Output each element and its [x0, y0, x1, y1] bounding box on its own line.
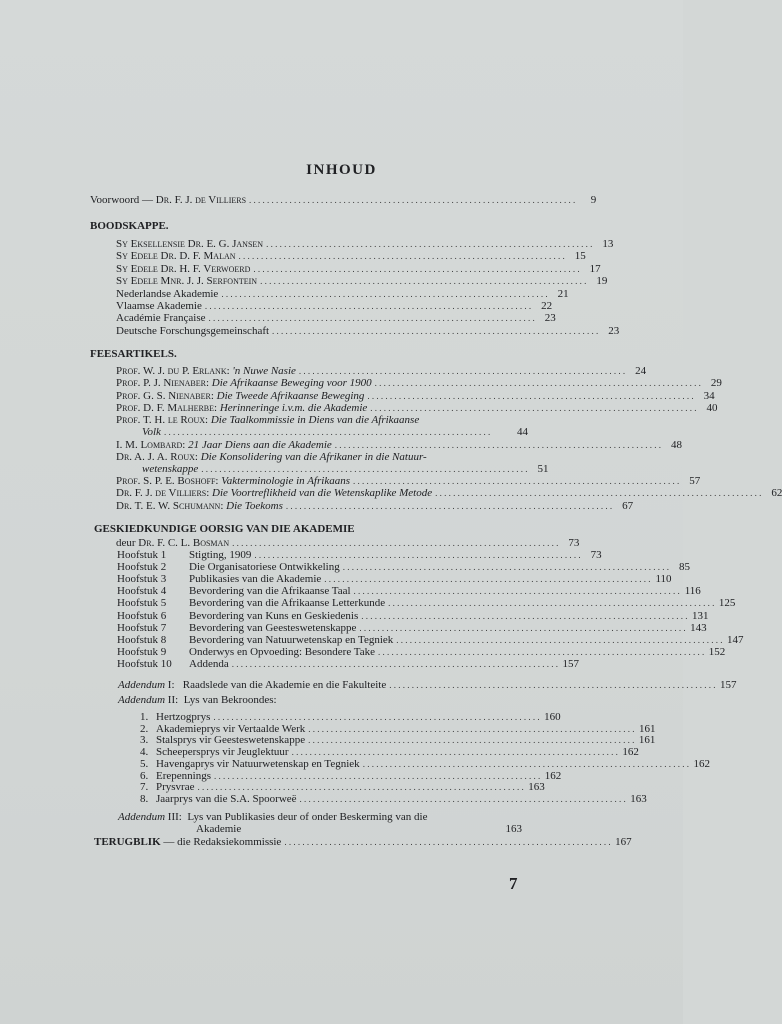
feesartikel-item	[116, 365, 647, 377]
page-number: 40	[706, 401, 718, 414]
entry-text	[116, 451, 427, 463]
entry-text	[116, 500, 283, 512]
toc-entry-addendum-3-cont	[196, 823, 522, 835]
chapter-title: Onderwys en Opvoeding: Besondere Take	[189, 645, 375, 658]
entry-text	[140, 711, 210, 723]
entry-text	[117, 634, 393, 646]
article-title: Herinneringe i.v.m. die Akademie	[219, 401, 368, 414]
dot-leader	[266, 238, 592, 250]
chapter-number: Hoofstuk 7	[117, 621, 167, 634]
dot-leader	[435, 487, 761, 499]
entry-text: Sy Edele Mnr. J. J. Serfontein	[116, 275, 258, 288]
dot-leader	[213, 711, 539, 723]
page-number: 152	[708, 645, 726, 658]
chapter-number: Hoofstuk 10	[117, 657, 172, 670]
toc-entry-addendum-1	[118, 679, 737, 691]
dot-leader	[359, 622, 685, 634]
dot-leader	[363, 758, 689, 770]
page-number: 163	[528, 781, 545, 794]
chapter-title: Bevordering van die Afrikaanse Taal	[189, 585, 351, 598]
boodskap-item	[116, 262, 601, 275]
page-number: 116	[684, 585, 701, 598]
chapter-item	[117, 645, 726, 658]
addendum-label: Addendum	[118, 679, 166, 691]
dot-leader	[367, 390, 693, 402]
chapter-item	[117, 573, 672, 586]
addendum-title: Lys van Publikasies deur of onder Beskerming van die	[187, 811, 428, 823]
section-heading-feesartikels: FEESARTIKELS.	[90, 348, 177, 360]
dot-leader	[221, 288, 547, 300]
page-number: 17	[589, 262, 601, 275]
feesartikel-item	[116, 377, 722, 390]
addendum-title: Lys van Bekroondes:	[183, 694, 277, 706]
article-title: Die Tweede Afrikaanse Beweging	[216, 389, 365, 402]
dot-leader	[260, 275, 586, 287]
feesartikel-item-cont	[142, 462, 549, 475]
chapter-title: Bevordering van Kuns en Geskiedenis	[189, 609, 359, 622]
dot-leader	[253, 263, 579, 275]
page-number: 157	[719, 679, 737, 691]
article-title-cont: wetenskappe	[142, 462, 199, 475]
feesartikel-item	[116, 389, 715, 402]
page-number: 19	[596, 275, 608, 288]
prize-number: 4.	[140, 746, 149, 759]
entry-text	[116, 402, 367, 414]
chapter-number: Hoofstuk 2	[117, 561, 167, 574]
page-number: 157	[562, 657, 579, 670]
dot-leader	[354, 585, 680, 597]
page-title: INHOUD	[306, 162, 377, 178]
feesartikel-item	[116, 414, 498, 426]
article-title: Die Konsolidering van die Afrikaner in die Natuur-	[200, 450, 427, 463]
dot-leader	[308, 723, 634, 735]
prize-item	[140, 746, 639, 759]
article-title: Vakterminologie in Afrikaans	[221, 475, 350, 488]
boodskap-item	[116, 238, 614, 250]
section-heading-geskiedkundige: GESKIEDKUNDIGE OORSIG VAN DIE AKADEMIE	[94, 523, 355, 535]
dot-leader	[378, 646, 704, 658]
entry-text	[140, 758, 360, 770]
article-title: Die Taalkommissie in Diens van die Afrikaanse	[210, 414, 420, 427]
page-number: 167	[615, 836, 632, 848]
prize-title: Scheepersprys vir Jeuglektuur	[156, 746, 289, 759]
prize-number: 2.	[140, 722, 149, 735]
article-author: Prof. T. H. le Roux:	[116, 414, 209, 427]
chapter-item	[117, 585, 701, 598]
page-number: 29	[710, 377, 722, 390]
article-author: Prof. D. F. Malherbe:	[116, 401, 218, 414]
entry-text	[116, 487, 432, 499]
addendum-label: Addendum	[118, 694, 166, 706]
prize-item	[140, 757, 710, 770]
prize-title: Stalsprys vir Geesteswetenskappe	[156, 734, 306, 747]
page-number: 15	[574, 250, 586, 263]
toc-entry-terugblik	[94, 836, 632, 848]
prize-number: 8.	[140, 792, 149, 805]
dot-leader	[292, 746, 618, 758]
chapter-number: Hoofstuk 4	[117, 585, 167, 598]
prize-number: 7.	[140, 781, 149, 794]
prize-title: Hertzogprys	[156, 711, 211, 723]
article-author: Prof. S. P. E. Boshoff:	[116, 475, 219, 488]
entry-text	[117, 658, 229, 670]
article-title: 'n Nuwe Nasie	[232, 365, 296, 377]
article-author: I. M. Lombard:	[116, 438, 186, 451]
entry-text	[117, 585, 351, 597]
page-number: 23	[544, 312, 556, 325]
dot-leader	[396, 634, 722, 646]
feesartikel-item	[116, 475, 701, 488]
boodskap-item	[116, 324, 620, 337]
entry-text	[140, 781, 195, 793]
toc-entry-foreword	[90, 194, 597, 206]
toc-entry-addendum-3	[118, 811, 427, 823]
chapter-title: Bevordering van Natuurwetenskap en Tegniek	[189, 633, 394, 646]
page-number: 48	[671, 438, 683, 451]
entry-text	[140, 723, 305, 735]
chapter-title: Addenda	[189, 657, 229, 670]
page-number: 51	[537, 462, 549, 475]
prize-item	[140, 781, 545, 794]
page-number: 85	[678, 561, 690, 574]
dot-leader	[370, 402, 696, 414]
dot-leader	[284, 836, 610, 848]
dot-leader	[254, 549, 580, 561]
entry-text	[116, 365, 296, 377]
page-number: 163	[630, 792, 647, 805]
prize-title: Jaarprys van die S.A. Spoorweë	[156, 792, 297, 805]
page-number: 125	[718, 597, 736, 610]
dot-leader	[205, 300, 531, 312]
dot-leader	[335, 439, 661, 451]
chapter-title: Publikasies van die Akademie	[189, 573, 322, 586]
prize-title: Erepennings	[156, 769, 211, 782]
article-title: Die Voortreflikheid van die Wetenskaplike Metode	[212, 487, 433, 500]
addendum-label: Addendum	[118, 811, 166, 823]
dot-leader	[232, 658, 558, 670]
page-number: 9	[590, 194, 597, 206]
chapter-title: Stigting, 1909	[189, 549, 252, 561]
terugblik-subtitle: — die Redaksiekommissie	[160, 836, 282, 848]
page-number: 22	[541, 300, 553, 312]
entry-text	[117, 573, 321, 585]
chapter-title: Die Organisatoriese Ontwikkeling	[189, 561, 340, 574]
dot-leader	[239, 250, 565, 262]
dot-leader	[299, 365, 625, 377]
entry-text	[142, 426, 161, 438]
page-number: 24	[635, 365, 647, 377]
article-author: Prof. G. S. Nienaber:	[116, 389, 214, 402]
feesartikel-item-cont	[142, 426, 528, 438]
foreword-label: Voorwoord —	[90, 194, 156, 206]
chapter-title: Bevordering van Geesteswetenskappe	[189, 621, 357, 634]
prize-title: Prysvrae	[156, 781, 195, 794]
dot-leader	[343, 561, 669, 573]
entry-text	[117, 597, 385, 609]
dot-leader	[208, 312, 534, 324]
chapter-item	[117, 657, 579, 670]
article-author: Dr. A. J. A. Roux:	[116, 450, 198, 463]
chapter-item	[117, 633, 744, 646]
entry-text	[117, 646, 375, 658]
boodskap-item	[116, 250, 586, 263]
prize-item	[140, 711, 561, 723]
entry-text	[117, 622, 356, 634]
page-number: 62	[771, 487, 782, 500]
page-number: 73	[590, 549, 602, 561]
prize-number: 5.	[140, 757, 149, 770]
page-number: 161	[638, 734, 656, 747]
page-number: 57	[689, 475, 701, 488]
chapter-title: Bevordering van die Afrikaanse Letterkunde	[189, 597, 386, 610]
feesartikel-item	[116, 401, 718, 414]
feesartikel-item	[116, 499, 634, 512]
article-author: Dr. T. E. W. Schumann:	[116, 499, 224, 512]
chapter-item	[117, 597, 736, 610]
prize-number: 6.	[140, 769, 149, 782]
entry-text	[140, 793, 297, 805]
prize-number: 1.	[140, 711, 149, 723]
chapter-number: Hoofstuk 8	[117, 633, 167, 646]
prize-item	[140, 769, 562, 782]
chapter-number: Hoofstuk 9	[117, 645, 167, 658]
page-number: 13	[602, 238, 614, 250]
boodskap-item	[116, 312, 556, 325]
page-number: 110	[655, 573, 672, 586]
page-number: 161	[639, 722, 656, 735]
dot-leader	[308, 734, 634, 746]
addendum-number: III:	[165, 811, 182, 823]
chapter-item	[117, 621, 707, 634]
foreword-author: Dr. F. J. de Villiers	[155, 194, 247, 206]
page-number: 73	[568, 537, 580, 549]
dot-leader	[164, 426, 507, 438]
dot-leader	[389, 679, 715, 691]
page-number: 44	[517, 426, 528, 439]
dot-leader	[361, 610, 687, 622]
article-title: 21 Jaar Diens aan die Akademie	[188, 438, 332, 451]
addendum-title-cont: Akademie	[196, 823, 242, 835]
feesartikel-item	[116, 438, 683, 451]
entry-text: Deutsche Forschungsgemeinschaft	[116, 324, 270, 337]
article-title: Die Toekoms	[226, 499, 283, 512]
dot-leader	[198, 781, 524, 793]
dot-leader	[249, 194, 575, 206]
chapter-item	[117, 561, 690, 574]
section-heading-terugblik: TERUGBLIK	[94, 836, 161, 848]
dot-leader	[375, 377, 701, 389]
dot-leader	[232, 537, 558, 549]
chapter-number: Hoofstuk 1	[117, 549, 167, 561]
dot-leader	[300, 793, 626, 805]
entry-text	[116, 390, 364, 402]
entry-text: Sy Edele Dr. H. F. Verwoerd	[116, 262, 251, 275]
page-number: 21	[557, 287, 569, 300]
byline-prefix: deur	[116, 537, 139, 549]
toc-entry-addendum-2	[118, 694, 277, 706]
prize-item	[140, 734, 656, 747]
boodskap-item	[116, 275, 608, 288]
dot-leader	[201, 463, 527, 475]
entry-text	[117, 561, 340, 573]
entry-text	[140, 770, 211, 782]
chapter-item	[117, 609, 709, 622]
entry-text	[117, 610, 358, 622]
entry-text	[142, 463, 198, 475]
dot-leader	[272, 325, 598, 337]
page-number: 131	[692, 609, 709, 622]
article-author: Prof. W. J. du P. Erlank:	[116, 365, 230, 377]
chapter-number: Hoofstuk 5	[117, 597, 167, 610]
article-author: Prof. P. J. Nienaber:	[116, 377, 210, 390]
toc-entry-byline	[116, 537, 580, 549]
entry-text	[140, 746, 289, 758]
page-number: 162	[544, 769, 562, 782]
addendum-number: I:	[165, 679, 175, 691]
page-number: 162	[693, 757, 710, 770]
entry-text: Sy Eksellensie Dr. E. G. Jansen	[116, 238, 264, 250]
entry-text	[116, 414, 419, 426]
section-heading-boodskappe: BOODSKAPPE.	[90, 220, 169, 232]
page-number: 143	[690, 621, 707, 634]
chapter-number: Hoofstuk 3	[117, 573, 167, 586]
article-author: Dr. F. J. de Villiers:	[116, 487, 210, 500]
boodskap-item	[116, 287, 569, 300]
entry-text: Nederlandse Akademie	[116, 287, 219, 300]
dot-leader	[353, 475, 679, 487]
dot-leader	[286, 500, 612, 512]
feesartikel-item	[116, 487, 782, 500]
prize-number: 3.	[140, 734, 149, 747]
page-number: 160	[544, 711, 561, 723]
page-folio: 7	[509, 874, 518, 893]
addendum-title: Raadslede van die Akademie en die Fakulteite	[182, 679, 387, 691]
page-number: 147	[727, 633, 744, 646]
article-title: Die Afrikaanse Beweging voor 1900	[211, 377, 372, 390]
entry-text	[117, 549, 251, 561]
page-number: 163	[505, 823, 522, 835]
entry-text	[116, 377, 372, 389]
entry-text	[140, 734, 305, 746]
prize-item	[140, 722, 656, 735]
dot-leader	[324, 573, 650, 585]
entry-text: Vlaamse Akademie	[116, 300, 202, 312]
byline-author: Dr. F. C. L. Bosman	[138, 537, 230, 549]
page-number: 23	[608, 324, 620, 337]
article-title-cont: Volk	[142, 426, 161, 439]
feesartikel-item	[116, 451, 498, 463]
prize-title: Havengaprys vir Natuurwetenskap en Tegniek	[156, 757, 360, 770]
chapter-item	[117, 549, 602, 561]
page-number: 34	[703, 389, 715, 402]
entry-text: Académie Française	[116, 312, 206, 325]
addendum-number: II:	[165, 694, 179, 706]
dot-leader	[214, 770, 540, 782]
page-number: 67	[622, 499, 634, 512]
page-number: 162	[622, 746, 639, 759]
prize-item	[140, 792, 647, 805]
entry-text: Sy Edele Dr. D. F. Malan	[116, 250, 236, 263]
boodskap-item	[116, 300, 553, 312]
entry-text	[116, 439, 332, 451]
chapter-number: Hoofstuk 6	[117, 609, 167, 622]
dot-leader	[388, 597, 714, 609]
entry-text	[116, 475, 350, 487]
prize-title: Akademieprys vir Vertaalde Werk	[156, 722, 306, 735]
